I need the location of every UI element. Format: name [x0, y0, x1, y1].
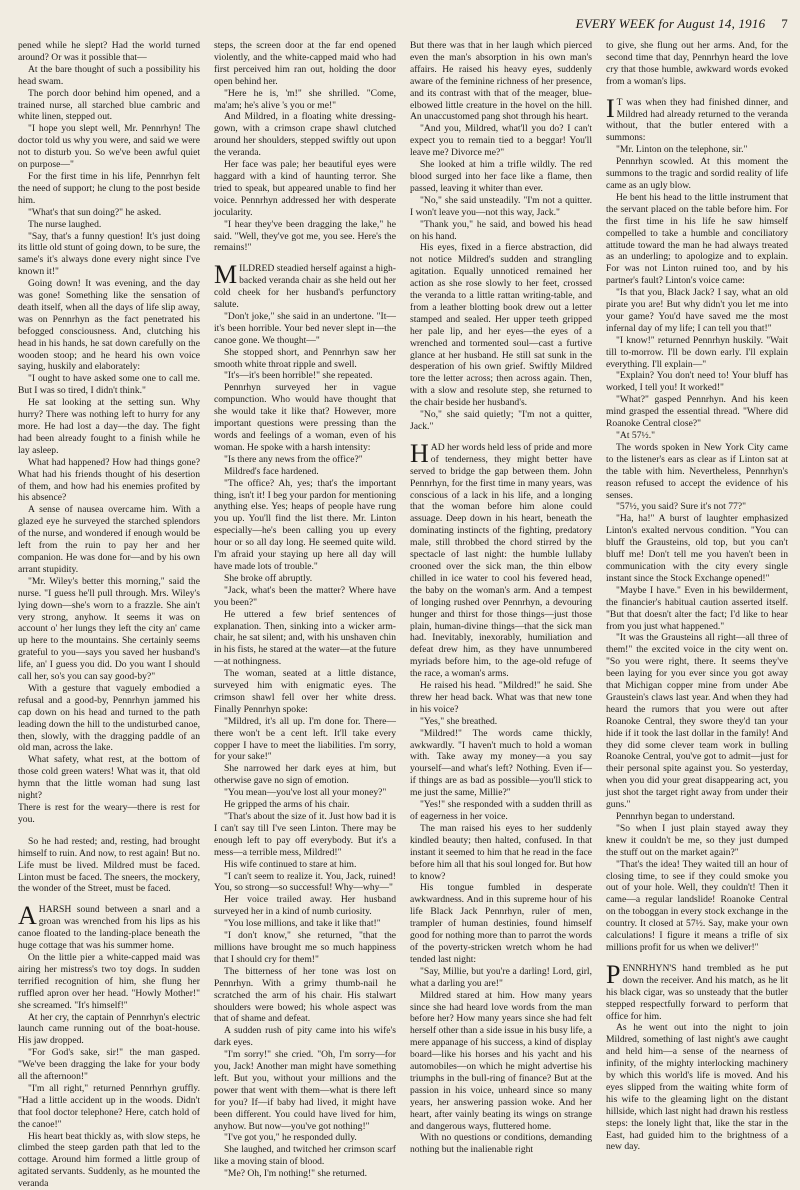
text-column-2: [214, 40, 396, 1180]
header-title: EVERY WEEK for August 14, 1916: [575, 16, 766, 31]
paragraph: For the first time in his life, Pennrhyn felt the need of support; he clung to the post beside him.: [18, 170, 200, 206]
text-column-1: [18, 40, 200, 1190]
paragraph: "Explain? You don't need to! Your bluff has worked, I tell you! It worked!": [606, 370, 788, 394]
paragraph: The man raised his eyes to her suddenly kindled beauty; then halted, confused. In that instant it seemed to him that he read in the face before him all that his soul longed for. But how to know?: [410, 822, 592, 882]
paragraph: "Say, Millie, but you're a darling! Lord, girl, what a darling you are!": [410, 965, 592, 989]
paragraph: "Jack, what's been the matter? Where have you been?": [214, 584, 396, 608]
paragraph: Mildred stared at him. How many years since she had heard love words from the man before her? How many years since she had felt herself other than a side issue in his busy life, a mere appanage of his success, a kind of display board—like his horses and his yacht and his automobiles—on which he might advertise his triumphs in the bull-ring of finance? But at the passion in his voice, unheard since so many years, her answering passion woke. And her heart, after vainly beating its wings on strange and dangerous ways, fluttered home.: [410, 989, 592, 1132]
paragraph: "What?" gasped Pennrhyn. And his keen mind grasped the essential thread. "Where did Roanoke Central close?": [606, 394, 788, 430]
paragraph: With a gesture that vaguely embodied a refusal and a good-by, Pennrhyn jammed his cap down on his head and turned to the path leading down the hill to the undisturbed canoe, then, slowly, with the dragging paddle of an old man, across the lake.: [18, 682, 200, 754]
paragraph: His heart beat thickly as, with slow steps, he climbed the steep garden path that led to the cottage. Around him formed a little group of agitated servants. Suddenly, as he mounted the veranda: [18, 1130, 200, 1190]
paragraph: "It was the Grausteins all right—all three of them!" the excited voice in the city went on. "So you were right, there. It seems they've been laying for you ever since you got away that Michigan copper mine from under Abe Graustein's claws last year. And when they had heard the rumors that you were out after Roanoke Central, they swore they'd tan your hide if it took the last dollar in the family! And they did some clever team work in bulling Roanoke Central, you've got to admit—just for their personal spite against you. So yesterday, when you did your great disappearing act, you just shot the target right away from under their guns.": [606, 632, 788, 811]
paragraph: "57½, you said? Sure it's not 77?": [616, 501, 747, 513]
paragraph: "It's—it's been horrible!" she repeated.: [224, 370, 373, 382]
paragraph: At the bare thought of such a possibility his head swam.: [18, 63, 200, 87]
paragraph: "That's about the size of it. Just how bad it is I can't say till I've seen Linton. There may be enough left to pay off everybody. But it's a mess—a terrible mess, Mildred!": [214, 811, 396, 858]
paragraph: Pennrhyn began to understand.: [616, 811, 735, 822]
paragraph: "I've got you," he responded dully.: [224, 1132, 357, 1144]
text-column-4: [606, 40, 788, 1153]
paragraph: "What's that sun doing?" he asked.: [28, 206, 162, 218]
paragraph: He raised his head. "Mildred!" he said. She threw her head back. What was that new tone in his voice?: [410, 680, 592, 715]
paragraph: The bitterness of her tone was lost on Pennrhyn. With a grimy thumb-nail he scratched the arm of his chair. His stalwart shoulders were bowed; his whole aspect was that of shame and defeat.: [214, 965, 396, 1025]
paragraph: "You mean—you've lost all your money?": [224, 787, 387, 799]
paragraph: "I'm all right," returned Pennrhyn gruffly. "Had a little accident up in the woods. Didn't that fool doctor telephone? Here, catch hold of the canoe!": [18, 1082, 200, 1130]
paragraph: "No," she said quietly; "I'm not a quitter, Jack.": [410, 409, 592, 432]
paragraph: She narrowed her dark eyes at him, but otherwise gave no sign of emotion.: [214, 763, 396, 787]
paragraph: "The office? Ah, yes; that's the important thing, isn't it! I beg your pardon for mentioning anything else. Yes; heaps of people have rung you up. You'll find the list there. Mr. Linton especially—he's been calling you up every hour or so all day long. He seemed quite wild. I'm afraid your staying up here all day will have made lots of trouble.": [214, 477, 396, 572]
paragraph: His tongue fumbled in desperate awkwardness. And in this supreme hour of his life Black Jack Pennrhyn, ruler of men, trampler of human destinies, found himself good for nothing more than to parrot the words of the poverty-stricken wretch whom he had tended last night:: [410, 882, 592, 965]
paragraph: "Is there any news from the office?": [224, 453, 363, 465]
paragraph: The nurse laughed.: [28, 218, 102, 230]
paragraph: "Yes!" she responded with a sudden thrill as of eagerness in her voice.: [410, 799, 592, 822]
paragraph: As he went out into the night to join Mildred, something of last night's awe caught and held him—a sense of the nearness of infinity, of the mighty interlocking machinery by which this world's life is moved. And his eyes slipped from the waiting white form of his wife to the gleaming light on the distant hillside, which last night had drawn his restless steps: the lonely light that, like the star in the East, had guided him to the brightness of a new day.: [606, 1022, 788, 1153]
paragraph: She looked at him a trifle wildly. The red blood surged into her face like a flame, then passed, leaving it whiter than ever.: [410, 159, 592, 194]
paragraph: His wife continued to stare at him.: [224, 858, 357, 870]
paragraph: "Mildred!" The words came thickly, awkwardly. "I haven't much to hold a woman with. Take away my money—a you say yourself—and what's left? Nothing. Even if—if things are as bad as possible—you'll stick to me just the same, Millie?": [410, 727, 592, 799]
paragraph: IT was when they had finished dinner, and Mildred had already returned to the veranda without, that the butler entered with a summons:: [606, 93, 788, 144]
paragraph: MILDRED steadied herself against a high-backed veranda chair as she held out her cold cheek for her husband's perfunctory salute.: [214, 260, 396, 311]
paragraph: He gripped the arms of his chair.: [224, 799, 350, 811]
paragraph: There is rest for the weary—there is rest for you.: [18, 802, 200, 825]
paragraph: to give, she flung out her arms. And, for the second time that day, Pennrhyn heard the love cry that those humble, awkward words evoked from a woman's lips.: [606, 40, 788, 87]
paragraph: "Say, that's a funny question! It's just doing its little old stunt of going down, to be sure, the same's it's always done every night since I've known it!": [18, 230, 200, 278]
paragraph: "Me? Oh, I'm nothing!" she returned.: [224, 1168, 368, 1180]
paragraph: Mildred's face hardened.: [224, 465, 319, 477]
paragraph: "Maybe I have." Even in his bewilderment, the financier's habitual caution asserted itself. "But that doesn't alter the fact; I'd like to hear from you just what happened.": [606, 584, 788, 632]
paragraph: A sudden rush of pity came into his wife's dark eyes.: [214, 1025, 396, 1049]
paragraph: "That's the idea! They waited till an hour of closing time, to see if they could smoke you out of your hole. Well, they couldn't! Then it came—a regular landslide! Roanoke Central on the toboggan in every stock exchange in the country. It closed at 57½. Say, make your own calculations! I figure it means a trifle of six millions profit for us when we deliver!": [606, 858, 788, 953]
paragraph: "Mr. Wiley's better this morning," said the nurse. "I guess he'll pull through. Mrs. Wiley's lying down—she's worn to a frazzle. She ain't very strong, anyhow. It seems it was on account o' her lungs they left the city an' came up here to the mountains. She certainly seems grateful to you—says you saved her husband's life, an' I guess you did. Do you want I should call her, so's you can say good-by?": [18, 575, 200, 683]
paragraph: pened while he slept? Had the world turned around? Or was it possible that—: [18, 40, 200, 63]
paragraph: "No," she said unsteadily. "I'm not a quitter. I won't leave you—not this way, Jack.": [410, 194, 592, 218]
paragraph: "I'm sorry!" she cried. "Oh, I'm sorry—for you, Jack! Another man might have something left. But you, without your millions and the power that went with them—what is there left for you? If—if baby had lived, it might have been different. You could have lived for him, anyhow. But now—you've got nothing!": [214, 1049, 396, 1132]
paragraph: Pennrhyn scowled. At this moment the summons to the tragic and sordid reality of life came as an ugly blow.: [606, 156, 788, 191]
paragraph: He sat looking at the setting sun. Why hurry? There was nothing left to hurry for any more. He had lost a day—the day. The fight had been already fought to a finish while he lay asleep.: [18, 397, 200, 456]
paragraph: "I don't know," she returned, "that the millions have brought me so much happiness that I should cry for them!": [214, 930, 396, 965]
article-body: [18, 40, 788, 1190]
paragraph: "And you, Mildred, what'll you do? I can't expect you to remain tied to a beggar! You'll leave me? Divorce me?": [410, 123, 592, 159]
paragraph: "I can't seem to realize it. You, Jack, ruined! You, so strong—so successful! Why—why—": [214, 870, 396, 894]
paragraph: "Thank you," he said, and bowed his head on his hand.: [410, 218, 592, 242]
paragraph: And Mildred, in a floating white dressing-gown, with a crimson crape shawl clutched around her shoulders, stepped swiftly out upon the veranda.: [214, 111, 396, 159]
paragraph: "For God's sake, sir!" the man gasped. "We've been dragging the lake for your body all the afternoon!": [18, 1047, 200, 1083]
paragraph: AHARSH sound between a snarl and a groan was wrenched from his lips as his canoe floated to the landing-place beneath the huge cottage that was his summer home.: [18, 901, 200, 952]
paragraph: "Here he is, 'm!" she shrilled. "Come, ma'am; he's alive 's you or me!": [214, 87, 396, 111]
paragraph: steps, the screen door at the far end opened violently, and the white-capped maid who had first perceived him ran out, holding the door open behind her.: [214, 40, 396, 87]
paragraph: HAD her words held less of pride and more of tenderness, they might better have served to bridge the gap between them. John Pennrhyn, for the first time in many years, was conscious of a lack in his life, and a longing that the woman before him alone could assuage. Deep down in his heart, beneath the dominating instincts of the fighting, predatory male, still throbbed the chord stirred by the spectacle of last night: the humble lullaby crooned over the sick man, the thin elbow chilled in ice water to cool his fevered head, the baby on the woman's arm. And a tempest of longing rushed over Pennrhyn, a devouring hunger and thirst for those things—just those plain, human-divine things—that the sick man had. Inevitably, inexorably, humiliation and defeat drew him, as they have unnumbered myriads before him, to the age-old refuge of the race, a woman's arms.: [410, 438, 592, 680]
paragraph: He uttered a few brief sentences of explanation. Then, sinking into a wicker arm-chair, he sat silent; and, with his unshaven chin in his fists, he stared at the water—at the future—at nothingness.: [214, 608, 396, 668]
paragraph: "Don't joke," she said in an undertone. "It—it's been horrible. Your bed never slept in—the canoe gone. We thought—": [214, 310, 396, 346]
paragraph: "I know!" returned Pennrhyn huskily. "Wait till to-morrow. I'll be down early. I'll explain everything. I'll explain—": [606, 334, 788, 370]
paragraph: But there was that in her laugh which pierced even the man's absorption in his own man's affairs. He raised his heavy eyes, suddenly aware of the feminine richness of her presence, and its contrast with that of the meager, blue-elbowed little creature in the hovel on the hill. An unaccustomed pang shot through his heart.: [410, 40, 592, 123]
paragraph: "Is that you, Black Jack? I say, what an old pirate you are! But why didn't you let me into your game? You'd have saved me the most infernal day of my life; I can tell you that!": [606, 287, 788, 334]
paragraph: What safety, what rest, at the bottom of those cold green waters! What was it, that old hymn that the little woman had sung last night?: [18, 754, 200, 802]
page-number: 7: [781, 16, 788, 31]
paragraph: She laughed, and twitched her crimson scarf like a moving stain of blood.: [214, 1144, 396, 1168]
paragraph: What had happened? How had things gone? What had his friends thought of his desertion of them, and how had his enemies profited by his absence?: [18, 456, 200, 504]
text-column-3: [410, 40, 592, 1156]
paragraph: "I hope you slept well, Mr. Pennrhyn! The doctor told us why you were, and said we were not to disturb you. So we've been awful quiet on purpose—": [18, 123, 200, 171]
paragraph: She stopped short, and Pennrhyn saw her smooth white throat ripple and swell.: [214, 346, 396, 370]
running-header: [0, 16, 788, 32]
paragraph: "Mildred, it's all up. I'm done for. There—there won't be a cent left. It'll take every copper I have to meet the liabilities. I'm sorry, for your sake!": [214, 715, 396, 763]
paragraph: A sense of nausea overcame him. With a glazed eye he surveyed the starched splendors of the nurse, and wondered if enough would be left from the ruin to pay her and her companion. He was done for—and by his own arrant stupidity.: [18, 504, 200, 575]
paragraph: So he had rested; and, resting, had brought himself to ruin. And now, to rest again! But no. Life must be lived. Mildred must be faced. Linton must be faced. The sneers, the mockery, the wonder of the Street, must be faced.: [18, 835, 200, 895]
paragraph: "Yes," she breathed.: [420, 715, 498, 727]
paragraph: "You lose millions, and take it like that!": [224, 918, 381, 930]
paragraph: He bent his head to the little instrument that the servant placed on the table before him. For the first time in his life he saw himself compelled to take a humble and conciliatory attitude toward the man he had always treated as an underling; to apologize and to explain. For was not Linton ruined too, and by his partner's fault? Linton's voice came:: [606, 191, 788, 287]
paragraph: "At 57½.": [616, 430, 656, 441]
paragraph: PENNRHYN'S hand trembled as he put down the receiver. And his match, as he lit his black cigar, was so unsteady that the butler stepped respectfully forward to perform that office for him.: [606, 959, 788, 1022]
paragraph: She broke off abruptly.: [224, 572, 313, 584]
paragraph: The porch door behind him opened, and a trained nurse, all starched blue cambric and white linen, stepped out.: [18, 87, 200, 123]
paragraph: With no questions or conditions, demanding nothing but the inalienable right: [410, 1132, 592, 1156]
paragraph: "I ought to have asked some one to call me. But I was so tired, I didn't think.": [18, 373, 200, 397]
paragraph: The words spoken in New York City came to the listener's ears as clear as if Linton sat at the table with him. Nevertheless, Pennrhyn's reason refused to accept the evidence of his senses.: [606, 441, 788, 501]
paragraph: At her cry, the captain of Pennrhyn's electric launch came running out of the boat-house. His jaw dropped.: [18, 1011, 200, 1047]
paragraph: The woman, seated at a little distance, surveyed him with enigmatic eyes. The crimson shawl fell over her white dress. Finally Pennrhyn spoke:: [214, 668, 396, 715]
paragraph: Her voice trailed away. Her husband surveyed her in a kind of numb curiosity.: [214, 894, 396, 918]
paragraph: "Mr. Linton on the telephone, sir.": [616, 144, 748, 156]
paragraph: "So when I just plain stayed away they knew it couldn't be me, so they just dumped the stuff out on the market again?": [606, 822, 788, 858]
paragraph: Her face was pale; her beautiful eyes were haggard with a kind of haunting terror. She tried to speak, but appeared unable to find her voice. Pennrhyn addressed her with desperate jocularity.: [214, 159, 396, 218]
paragraph: "I hear they've been dragging the lake," he said. "Well, they've got me, you see. Here's the remains!": [214, 218, 396, 254]
paragraph: His eyes, fixed in a fierce abstraction, did not notice Mildred's sudden and strangling agitation. Equally unnoticed remained her action as she rose slowly to her feet, crossed the veranda to a little rattan writing-table, and from a leather blotting book drew out a letter stamped and sealed. Her upper teeth gripped her pale lip, and her eyes—the eyes of a wrenched and tormented soul—cast a furtive glance at her husband. He still sat sunk in the desperation of his own grief. Swiftly Mildred tore the letter across; then across again. Then, with a slow and resolute step, she returned to the chair beside her husband's.: [410, 242, 592, 409]
paragraph: "Ha, ha!" A burst of laughter emphasized Linton's exalted nervous condition. "You can bluff the Grausteins, old top, but you can't bluff me! Don't tell me you haven't been in communication with the city every single instant since the Stock Exchange opened!": [606, 513, 788, 584]
paragraph: Going down! It was evening, and the day was gone! Something like the sensation of death itself, when all the days of life slip away, was on Pennrhyn as the fact penetrated his befogged consciousness. And, clutching his head in his hands, he sat down carefully on the wooden stoop; and he heard his own voice saying, huskily and elaborately:: [18, 278, 200, 373]
paragraph: Pennrhyn surveyed her in vague compunction. Who would have thought that she would take it like that? However, more important questions were pressing than the words and feelings of a woman, even of his woman. He spoke with a harsh intensity:: [214, 382, 396, 453]
paragraph: On the little pier a white-capped maid was airing her mistress's two toy dogs. In sudden terrified recognition of him, she flung her ruffled apron over her head. "Howly Mother!" she screamed. "It's himself!": [18, 951, 200, 1011]
